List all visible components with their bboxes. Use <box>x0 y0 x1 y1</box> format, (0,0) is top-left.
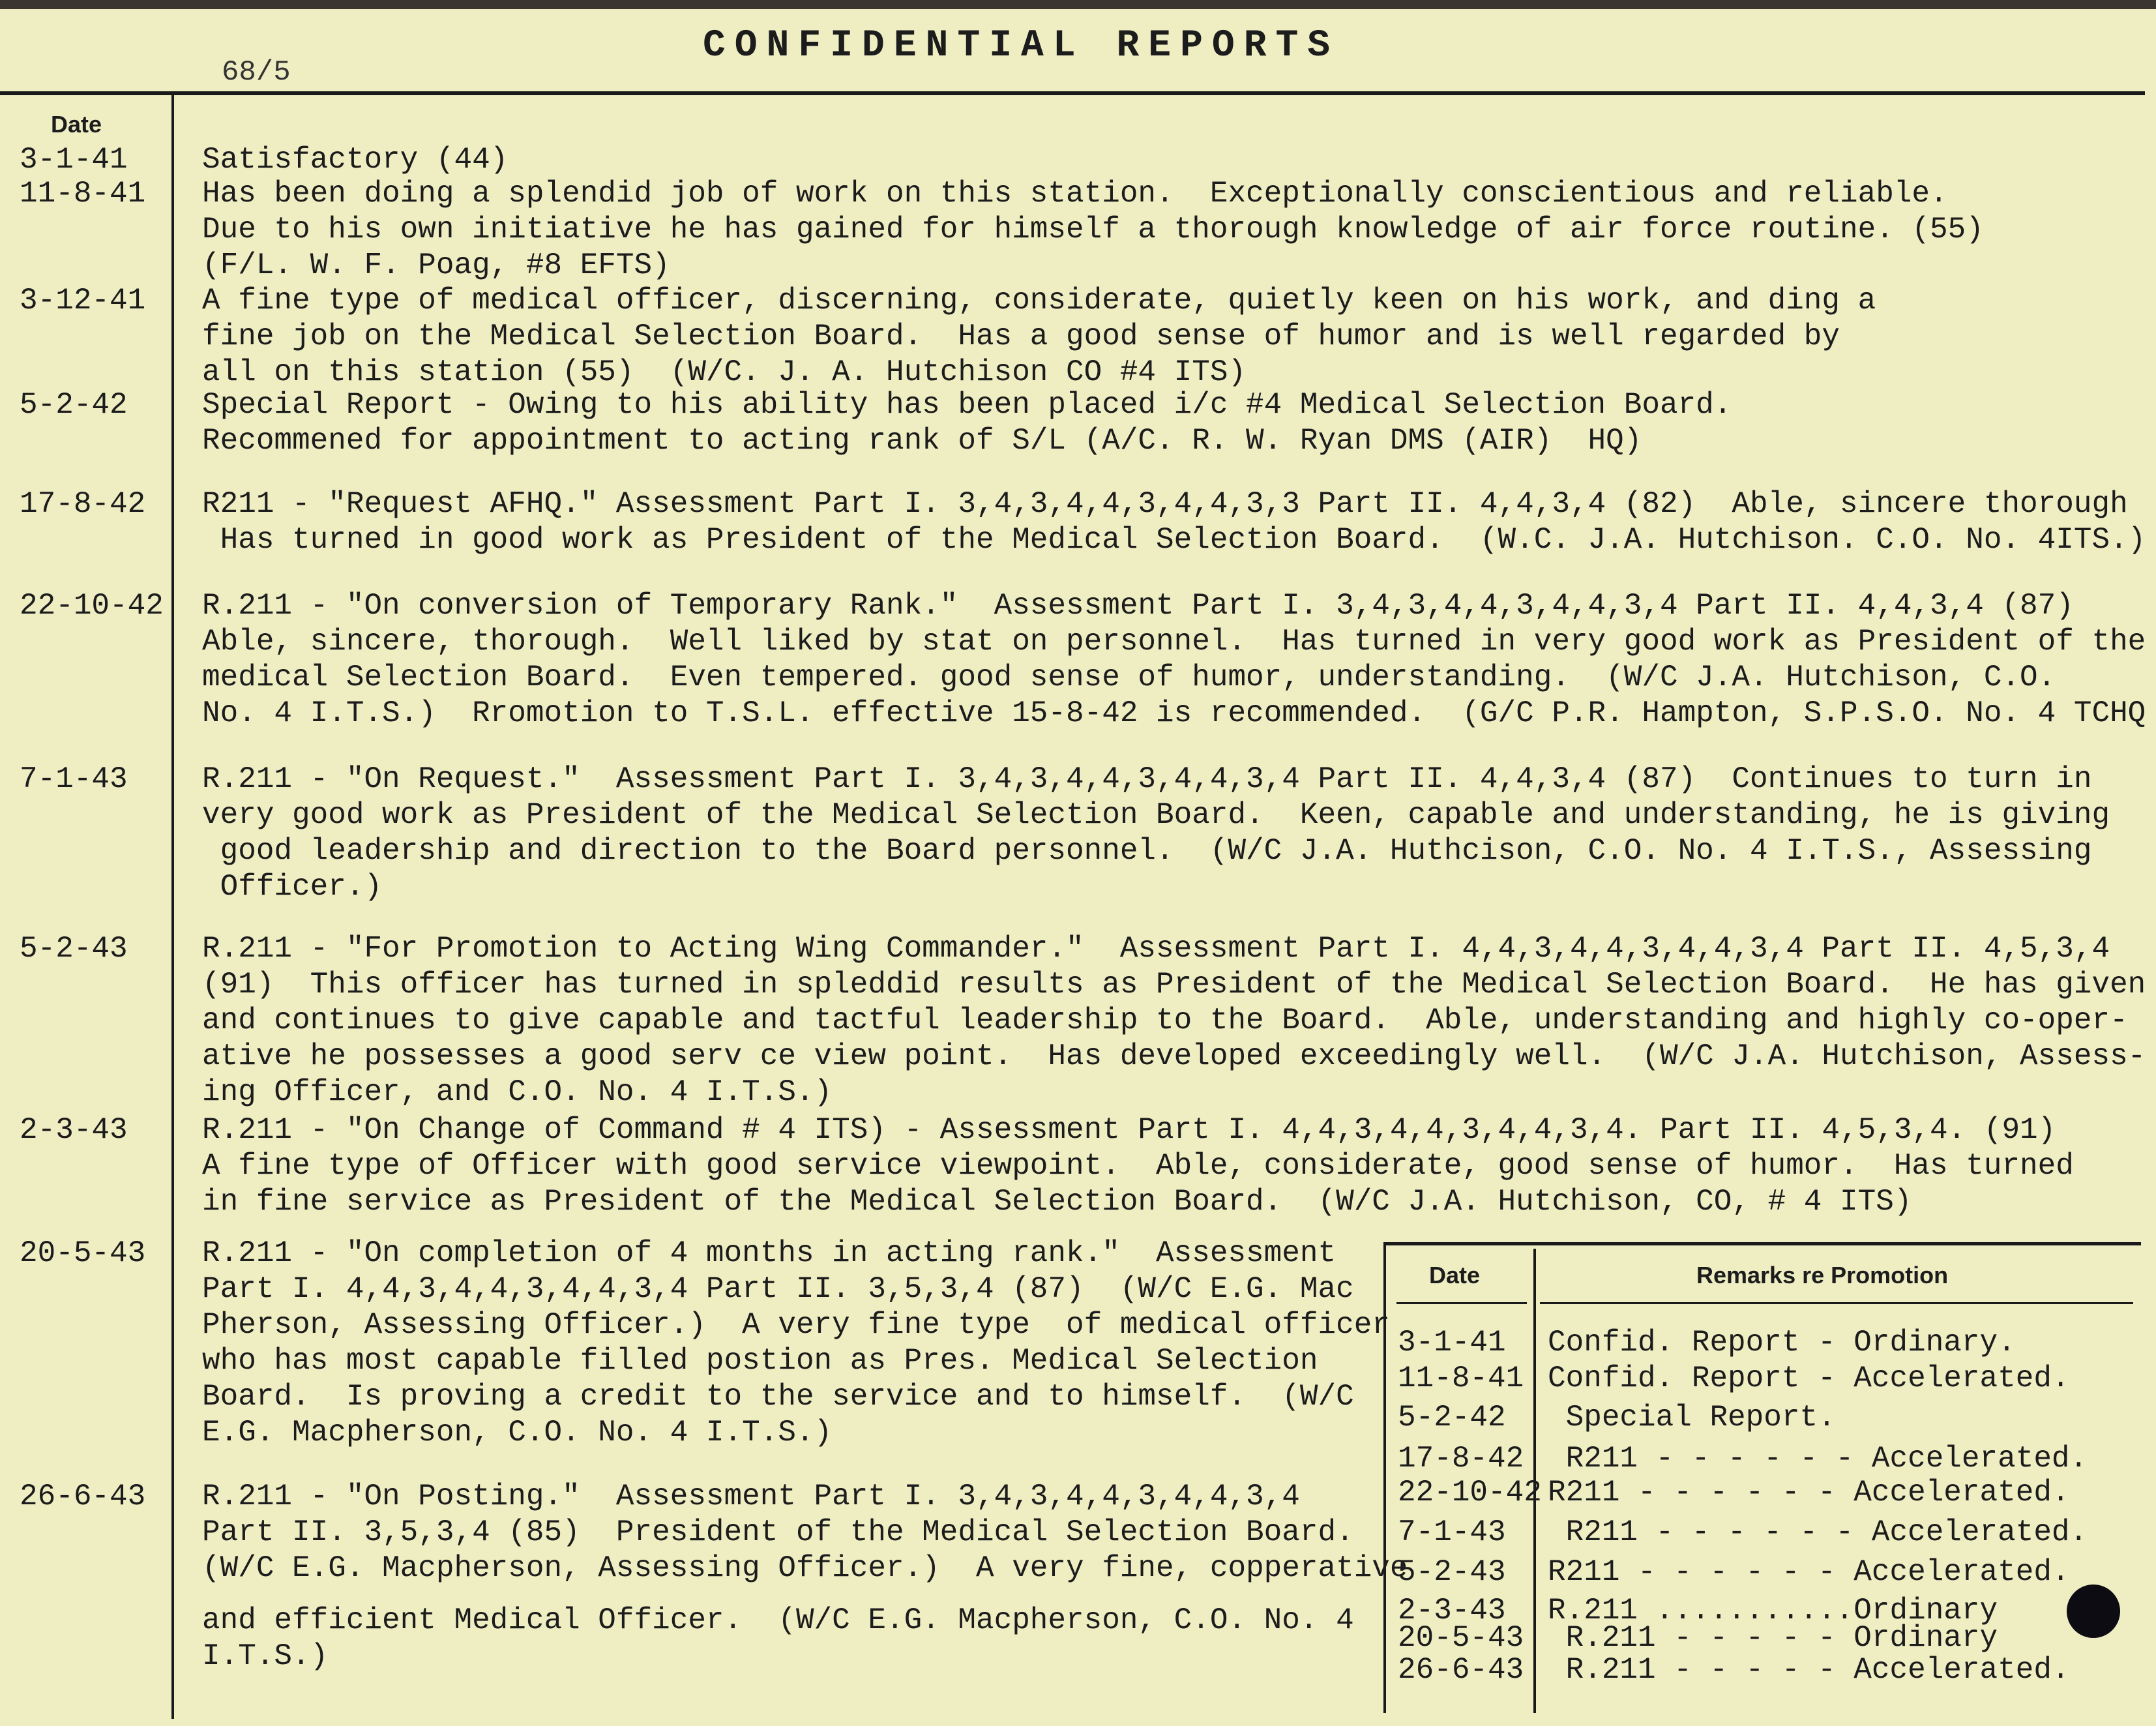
promotion-remark: R.211 - - - - - Accelerated. <box>1548 1653 2070 1687</box>
card-top-edge <box>0 0 2156 9</box>
entry-text-line: Part I. 4,4,3,4,4,3,4,4,3,4 Part II. 3,5,3,4 (87) (W/C E.G. Mac <box>202 1272 1354 1306</box>
date-column-header: Date <box>51 111 102 138</box>
entry-text-line: and continues to give capable and tactful leadership to the Board. Able, understanding and highly co-oper- <box>202 1004 2128 1037</box>
entry-text-line: Board. Is proving a credit to the service and to himself. (W/C <box>202 1380 1354 1414</box>
entry-text-line: Satisfactory (44) <box>202 143 509 177</box>
header-underline <box>1540 1302 2133 1304</box>
entry-text-line: Able, sincere, thorough. Well liked by stat on personnel. Has turned in very good work as President of the <box>202 625 2146 659</box>
entry-date: 26-6-43 <box>20 1480 146 1513</box>
entry-text-line: fine job on the Medical Selection Board. Has a good sense of humor and is well regarded by <box>202 320 1840 353</box>
promotion-date: 3-1-41 <box>1398 1326 1506 1360</box>
entry-text-line: R.211 - "On Request." Assessment Part I. 3,4,3,4,4,3,4,4,3,4 Part II. 4,4,3,4 (87) Continues to turn in <box>202 762 2092 796</box>
entry-text-line: E.G. Macpherson, C.O. No. 4 I.T.S.) <box>202 1416 833 1450</box>
entry-date: 20-5-43 <box>20 1236 146 1270</box>
entry-text-line: R.211 - "On completion of 4 months in acting rank." Assessment <box>202 1236 1336 1270</box>
entry-date: 3-1-41 <box>20 143 128 177</box>
header-divider <box>0 91 2145 95</box>
entry-text-line: and efficient Medical Officer. (W/C E.G. Macpherson, C.O. No. 4 <box>202 1603 1354 1637</box>
page-title: CONFIDENTIAL REPORTS <box>703 25 1340 67</box>
promotion-remark: R211 - - - - - - Accelerated. <box>1548 1555 2070 1589</box>
entry-text-line: R.211 - "On Posting." Assessment Part I. 3,4,3,4,4,3,4,4,3,4 <box>202 1480 1300 1513</box>
promotion-remark: Confid. Report - Ordinary. <box>1548 1326 2016 1360</box>
entry-text-line: A fine type of Officer with good service viewpoint. Able, considerate, good sense of humor. Has turned <box>202 1149 2074 1183</box>
entry-text-line: good leadership and direction to the Board personnel. (W/C J.A. Huthcison, C.O. No. 4 I.T.S., Assessing <box>202 834 2092 868</box>
entry-date: 2-3-43 <box>20 1113 128 1147</box>
promotion-remark: R.211 - - - - - Ordinary <box>1548 1621 1998 1655</box>
entry-date: 7-1-43 <box>20 762 128 796</box>
entry-text-line: Due to his own initiative he has gained for himself a thorough knowledge of air force routine. (55) <box>202 213 1984 246</box>
promotion-date: 17-8-42 <box>1398 1442 1524 1476</box>
promotion-date: 11-8-41 <box>1398 1361 1524 1395</box>
entry-text-line: Part II. 3,5,3,4 (85) President of the Medical Selection Board. <box>202 1515 1354 1549</box>
entry-date: 5-2-43 <box>20 932 128 966</box>
entry-text-line: Special Report - Owing to his ability has been placed i/c #4 Medical Selection Board. <box>202 388 1732 422</box>
entry-text-line: No. 4 I.T.S.) Rromotion to T.S.L. effective 15-8-42 is recommended. (G/C P.R. Hampton, S.P.S.O. No. 4 TCHQ <box>202 696 2146 730</box>
table-left-border <box>1383 1242 1386 1713</box>
entry-text-line: Has been doing a splendid job of work on this station. Exceptionally conscientious and reliable. <box>202 177 1948 211</box>
entry-text-line: Pherson, Assessing Officer.) A very fine type of medical officer <box>202 1308 1390 1342</box>
entry-date: 3-12-41 <box>20 284 146 318</box>
promotion-date: 26-6-43 <box>1398 1653 1524 1687</box>
entry-text-line: (91) This officer has turned in spleddid results as President of the Medical Selection Board. He has given <box>202 968 2146 1002</box>
promotion-date: 5-2-42 <box>1398 1401 1506 1435</box>
entry-text-line: I.T.S.) <box>202 1639 329 1673</box>
promotion-date: 22-10-42 <box>1398 1476 1542 1510</box>
entry-text-line: (W/C E.G. Macpherson, Assessing Officer.) A very fine, copperative <box>202 1551 1408 1585</box>
entry-date: 22-10-42 <box>20 589 164 623</box>
promotion-date-header: Date <box>1429 1262 1481 1288</box>
entry-text-line: R211 - "Request AFHQ." Assessment Part I. 3,4,3,4,4,3,4,4,3,3 Part II. 4,4,3,4 (82) Able, sincere thorough <box>202 487 2128 521</box>
entry-text-line: all on this station (55) (W/C. J. A. Hutchison CO #4 ITS) <box>202 355 1247 389</box>
promotion-remark: R211 - - - - - - Accelerated. <box>1548 1515 2088 1549</box>
entry-text-line: R.211 - "On Change of Command # 4 ITS) - Assessment Part I. 4,4,3,4,4,3,4,4,3,4. Part II. 4,5,3,4. (91) <box>202 1113 2056 1147</box>
entry-text-line: A fine type of medical officer, discerning, considerate, quietly keen on his work, and ding a <box>202 284 1876 318</box>
entry-text-line: Officer.) <box>202 870 383 904</box>
table-top-border <box>1383 1242 2141 1245</box>
entry-text-line: ing Officer, and C.O. No. 4 I.T.S.) <box>202 1075 833 1109</box>
header-underline <box>1396 1302 1527 1304</box>
file-number: 68/5 <box>222 56 291 89</box>
entry-text-line: in fine service as President of the Medical Selection Board. (W/C J.A. Hutchison, CO, # 4 ITS) <box>202 1185 1912 1219</box>
entry-date: 5-2-42 <box>20 388 128 422</box>
promotion-remarks-table <box>1383 1242 2141 1713</box>
promotion-date: 20-5-43 <box>1398 1621 1524 1655</box>
promotion-remark: R.211 ...........Ordinary <box>1548 1594 1998 1628</box>
entry-text-line: very good work as President of the Medical Selection Board. Keen, capable and understanding, he is giving <box>202 798 2110 832</box>
punch-hole <box>2067 1585 2120 1638</box>
entry-text-line: Has turned in good work as President of the Medical Selection Board. (W.C. J.A. Hutchison. C.O. No. 4ITS.) <box>202 523 2146 557</box>
entry-text-line: R.211 - "For Promotion to Acting Wing Commander." Assessment Part I. 4,4,3,4,4,3,4,4,3,4 Part II. 4,5,3,4 <box>202 932 2110 966</box>
promotion-remark: Special Report. <box>1548 1401 1836 1435</box>
entry-text-line: ative he possesses a good serv ce view point. Has developed exceedingly well. (W/C J.A. Hutchison, Assess- <box>202 1039 2146 1073</box>
date-column-divider <box>171 95 174 1719</box>
entry-text-line: Recommened for appointment to acting rank of S/L (A/C. R. W. Ryan DMS (AIR) HQ) <box>202 424 1642 458</box>
entry-date: 17-8-42 <box>20 487 146 521</box>
promotion-remark: R211 - - - - - - Accelerated. <box>1548 1476 2070 1510</box>
promotion-date: 2-3-43 <box>1398 1594 1506 1628</box>
promotion-remark: R211 - - - - - - Accelerated. <box>1548 1442 2088 1476</box>
promotion-date: 7-1-43 <box>1398 1515 1506 1549</box>
promotion-date: 5-2-43 <box>1398 1555 1506 1589</box>
promotion-remark: Confid. Report - Accelerated. <box>1548 1361 2070 1395</box>
entry-text-line: who has most capable filled postion as Pres. Medical Selection <box>202 1344 1318 1378</box>
entry-text-line: medical Selection Board. Even tempered. good sense of humor, understanding. (W/C J.A. Hutchison, C.O. <box>202 661 2056 694</box>
entry-text-line: R.211 - "On conversion of Temporary Rank." Assessment Part I. 3,4,3,4,4,3,4,4,3,4 Part II. 4,4,3,4 (87) <box>202 589 2074 623</box>
promotion-remarks-header: Remarks re Promotion <box>1696 1262 1949 1288</box>
entry-date: 11-8-41 <box>20 177 146 211</box>
entry-text-line: (F/L. W. F. Poag, #8 EFTS) <box>202 248 670 282</box>
